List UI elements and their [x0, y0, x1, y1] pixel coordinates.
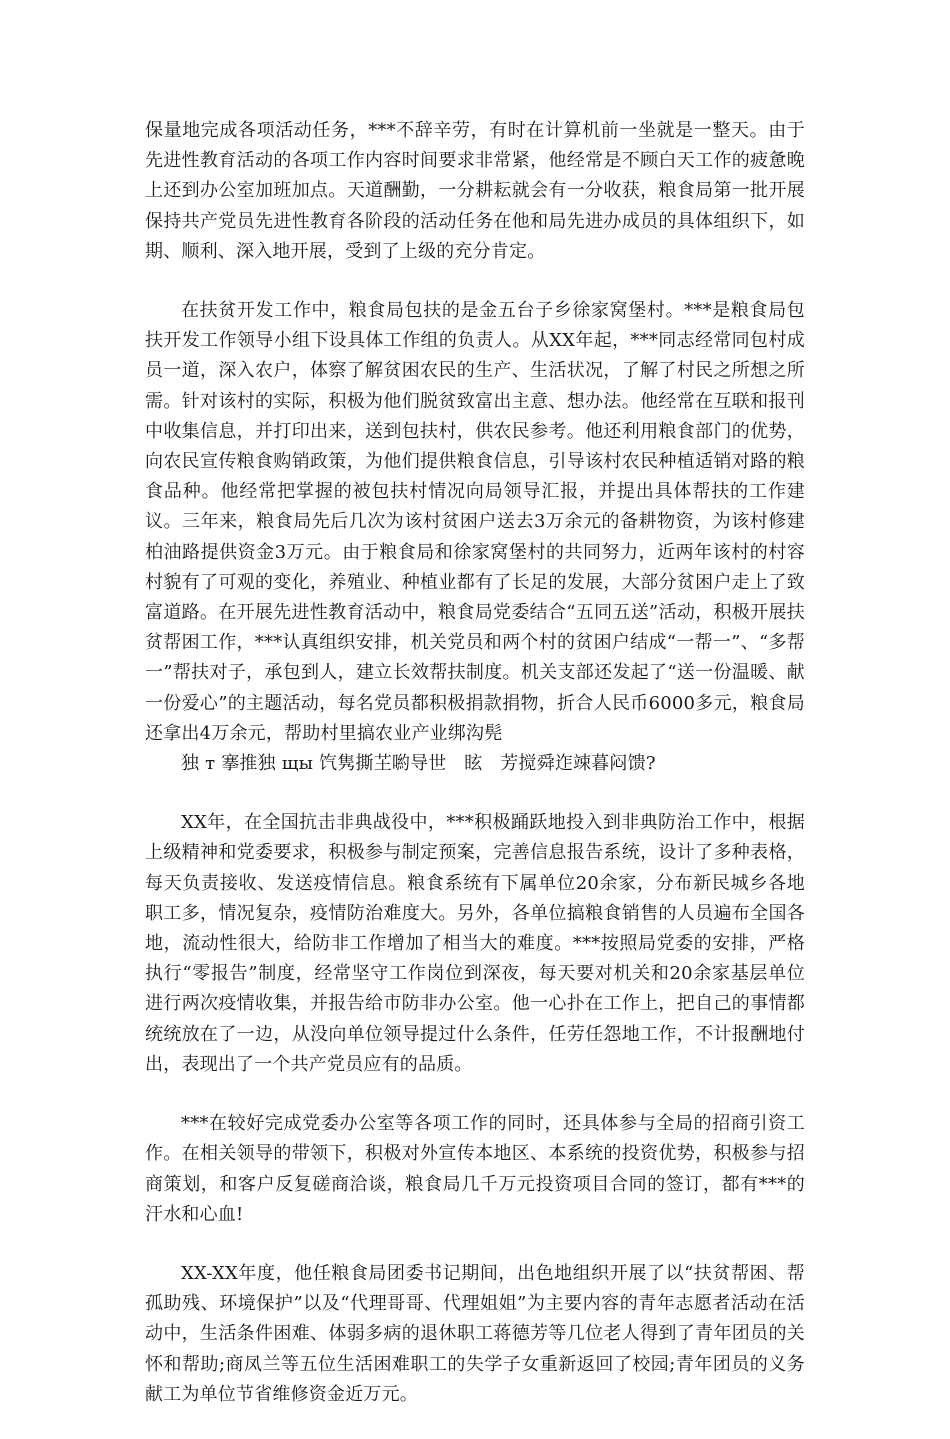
document-page [145, 116, 805, 1439]
paragraph-4: ***在较好完成党委办公室等各项工作的同时，还具体参与全局的招商引资工作。在相关领导的带领下，积极对外宣传本地区、本系统的投资优势，积极参与招商策划，和客户反复磋商洽谈，粮食局几千万元投资项目合同的签订，都有***的汗水和心血! [145, 1113, 805, 1225]
paragraph-2 [145, 296, 805, 779]
paragraph-1: 保量地完成各项活动任务，***不辞辛劳，有时在计算机前一坐就是一整天。由于先进性教育活动的各项工作内容时间要求非常紧，他经常是不顾白天工作的疲惫晚上还到办公室加班加点。天道酬勤，一分耕耘就会有一分收获，粮食局第一批开展保持共产党员先进性教育各阶段的活动任务在他和局先进办成员的具体组织下，如期、顺利、深入地开展，受到了上级的充分肯定。 [145, 120, 805, 262]
garbled-text-line: 独 т 搴推独 щы 饩隽撕芏喲导世 眩 芳搅舜迮竦暮闷馈? [181, 753, 656, 775]
paragraph-3: XX年，在全国抗击非典战役中，***积极踊跃地投入到非典防治工作中，根据上级精神和党委要求，积极参与制定预案，完善信息报告系统，设计了多种表格，每天负责接收、发送疫情信息。粮食系统有下属单位20余家，分布新民城乡各地职工多，情况复杂，疫情防治难度大。另外，各单位搞粮食销售的人员遍布全国各地，流动性很大，给防非工作增加了相当大的难度。***按照局党委的安排，严格执行“零报告”制度，经常坚守工作岗位到深夜，每天要对机关和20余家基层单位进行两次疫情收集，并报告给市防非办公室。他一心扑在工作上，把自己的事情都统统放在了一边，从没向单位领导提过什么条件，任劳任怨地工作，不计报酬地付出，表现出了一个共产党员应有的品质。 [145, 812, 805, 1075]
paragraph-5: XX-XX年度，他任粮食局团委书记期间，出色地组织开展了以“扶贫帮困、帮孤助残、环境保护”以及“代理哥哥、代理姐姐”为主要内容的青年志愿者活动在活动中，生活条件困难、体弱多病的退休职工蒋德芳等几位老人得到了青年团员的关怀和帮助;商凤兰等五位生活困难职工的失学子女重新返回了校园;青年团员的义务献工为单位节省维修资金近万元。 [145, 1262, 805, 1405]
paragraph-2-text: 在扶贫开发工作中，粮食局包扶的是金五台子乡徐家窝堡村。***是粮食局包扶开发工作领导小组下设具体工作组的负责人。从XX年起，***同志经常同包村成员一道，深入农户，体察了解贫困农民的生产、生活状况，了解了村民之所想之所需。针对该村的实际，积极为他们脱贫致富出主意、想办法。他经常在互联和报刊中收集信息，并打印出来，送到包扶村，供农民参考。他还利用粮食部门的优势，向农民宣传粮食购销政策，为他们提供粮食信息，引导该村农民种植适销对路的粮食品种。他经常把掌握的被包扶村情况向局领导汇报，并提出具体帮扶的工作建议。三年来，粮食局先后几次为该村贫困户送去3万余元的备耕物资，为该村修建柏油路提供资金3万元。由于粮食局和徐家窝堡村的共同努力，近两年该村的村容村貌有了可观的变化，养殖业、种植业都有了长足的发展，大部分贫困户走上了致富道路。在开展先进性教育活动中，粮食局党委结合“五同五送”活动，积极开展扶贫帮困工作，***认真组织安排，机关党员和两个村的贫困户结成“一帮一”、“多帮一”帮扶对子，承包到人，建立长效帮扶制度。机关支部还发起了“送一份温暖、献一份爱心”的主题活动，每名党员都积极捐款捐物，折合人民币6000多元，粮食局还拿出4万余元，帮助村里搞农业产业绑沟髡 [145, 300, 805, 744]
